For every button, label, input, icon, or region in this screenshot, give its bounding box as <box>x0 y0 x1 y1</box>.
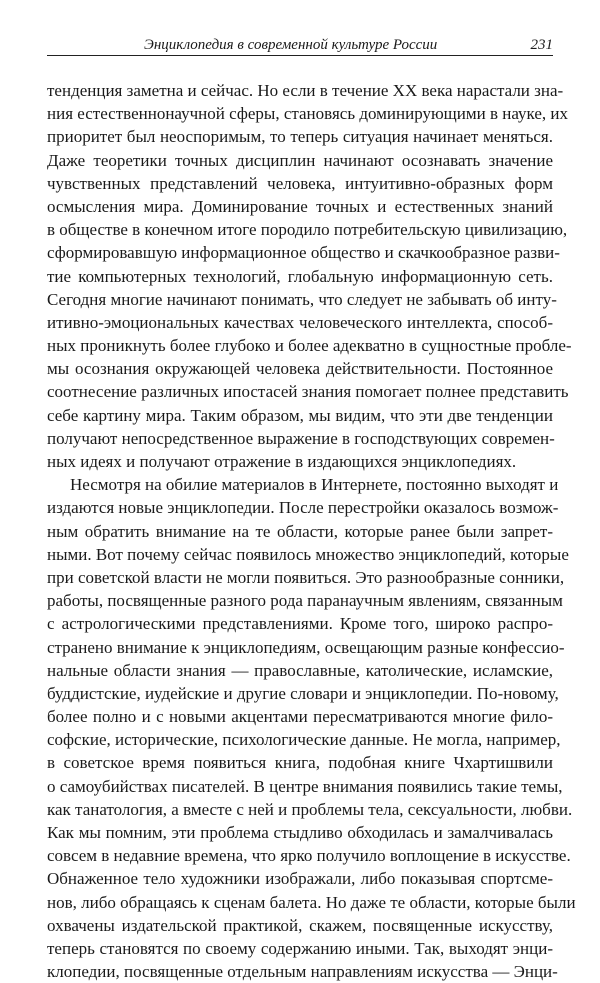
text-line: себе картину мира. Таким образом, мы видим, что эти две тенденции <box>47 405 553 425</box>
running-title: Энциклопедия в современной культуре России <box>144 37 438 53</box>
text-line: более полно и с новыми акцентами пересматриваются многие фило- <box>47 707 553 727</box>
paragraph-end-line: ных идеях и получают отражение в издающихся энциклопедиях. <box>47 452 517 471</box>
text-line: Как мы помним, эти проблема стыдливо обходилась и замалчивалась <box>47 823 553 842</box>
text-line: ния естественнонаучной сферы, становясь доминирующими в науке, их <box>47 104 569 124</box>
text-line: работы, посвященные разного рода паранаучным явлениям, связанным <box>47 591 563 611</box>
text-line: софские, исторические, психологические данные. Не могла, например, <box>47 730 561 750</box>
text-line: приоритет был неоспоримым, то теперь ситуация начинает меняться. <box>47 127 553 147</box>
text-line: охвачены издательской практикой, скажем, посвященные искусству, <box>47 915 553 935</box>
text-line: тие компьютерных технологий, глобальную информационную сеть. <box>47 266 553 286</box>
running-header <box>47 35 553 56</box>
text-line: тенденция заметна и сейчас. Но если в течение XX века нарастали зна- <box>47 81 564 100</box>
text-line: как танатология, а вместе с ней и проблемы тела, сексуальности, любви. <box>47 799 573 819</box>
text-line: буддистские, иудейские и другие словари и энциклопедии. По-новому, <box>47 683 559 703</box>
text-line: ными. Вот почему сейчас появилось множество энциклопедий, которые <box>47 544 569 564</box>
text-line: издаются новые энциклопедии. После перестройки оказалось возмож- <box>47 498 559 518</box>
text-line: с астрологическими представлениями. Кроме того, широко распро- <box>47 614 553 634</box>
text-line: Обнаженное тело художники изображали, либо показывая спортсме- <box>47 869 553 889</box>
text-line: получают непосредственное выражение в господствующих современ- <box>47 428 555 448</box>
text-line: нальные области знания — православные, католические, исламские, <box>47 660 553 680</box>
text-line: ных проникнуть более глубоко и более адекватно в сущностные пробле- <box>47 336 572 356</box>
text-line: Даже теоретики точных дисциплин начинают осознавать значение <box>47 150 553 170</box>
text-line: сформировавшую информационное общество и скачкообразное разви- <box>47 243 560 263</box>
text-line: итивно-эмоциональных качествах человеческого интеллекта, способ- <box>47 312 553 332</box>
text-line: теперь становятся по своему содержанию иными. Так, выходят энци- <box>47 938 553 958</box>
text-line: осмысления мира. Доминирование точных и естественных знаний <box>47 196 553 216</box>
text-line: Сегодня многие начинают понимать, что следует не забывать об инту- <box>47 289 557 309</box>
text-line: о самоубийствах писателей. В центре внимания появились такие темы, <box>47 776 563 796</box>
page-number: 231 <box>530 37 553 53</box>
body-text <box>47 79 576 983</box>
text-line: совсем в недавние времена, что ярко получило воплощение в искусстве. <box>47 846 571 866</box>
text-line: в обществе в конечном итоге породило потребительскую цивилизацию, <box>47 220 568 240</box>
paragraph-first-line: Несмотря на обилие материалов в Интернете, постоянно выходят и <box>70 475 559 495</box>
text-line: ным обратить внимание на те области, которые ранее были запрет- <box>47 521 553 541</box>
text-line: при советской власти не могли появиться. Это разнообразные сонники, <box>47 567 565 587</box>
text-line: мы осознания окружающей человека действительности. Постоянное <box>47 359 553 379</box>
text-line: клопедии, посвященные отдельным направлениям искусства — Энци- <box>47 962 558 982</box>
text-line: странено внимание к энциклопедиям, освещающим разные конфессио- <box>47 637 565 657</box>
text-line: нов, либо обращаясь к сценам балета. Но даже те области, которые были <box>47 892 576 912</box>
text-line: соотнесение различных ипостасей знания помогает полнее представить <box>47 382 569 402</box>
text-line: чувственных представлений человека, интуитивно-образных форм <box>47 173 553 193</box>
text-line: в советское время появиться книга, подобная книге Чхартишвили <box>47 753 553 773</box>
